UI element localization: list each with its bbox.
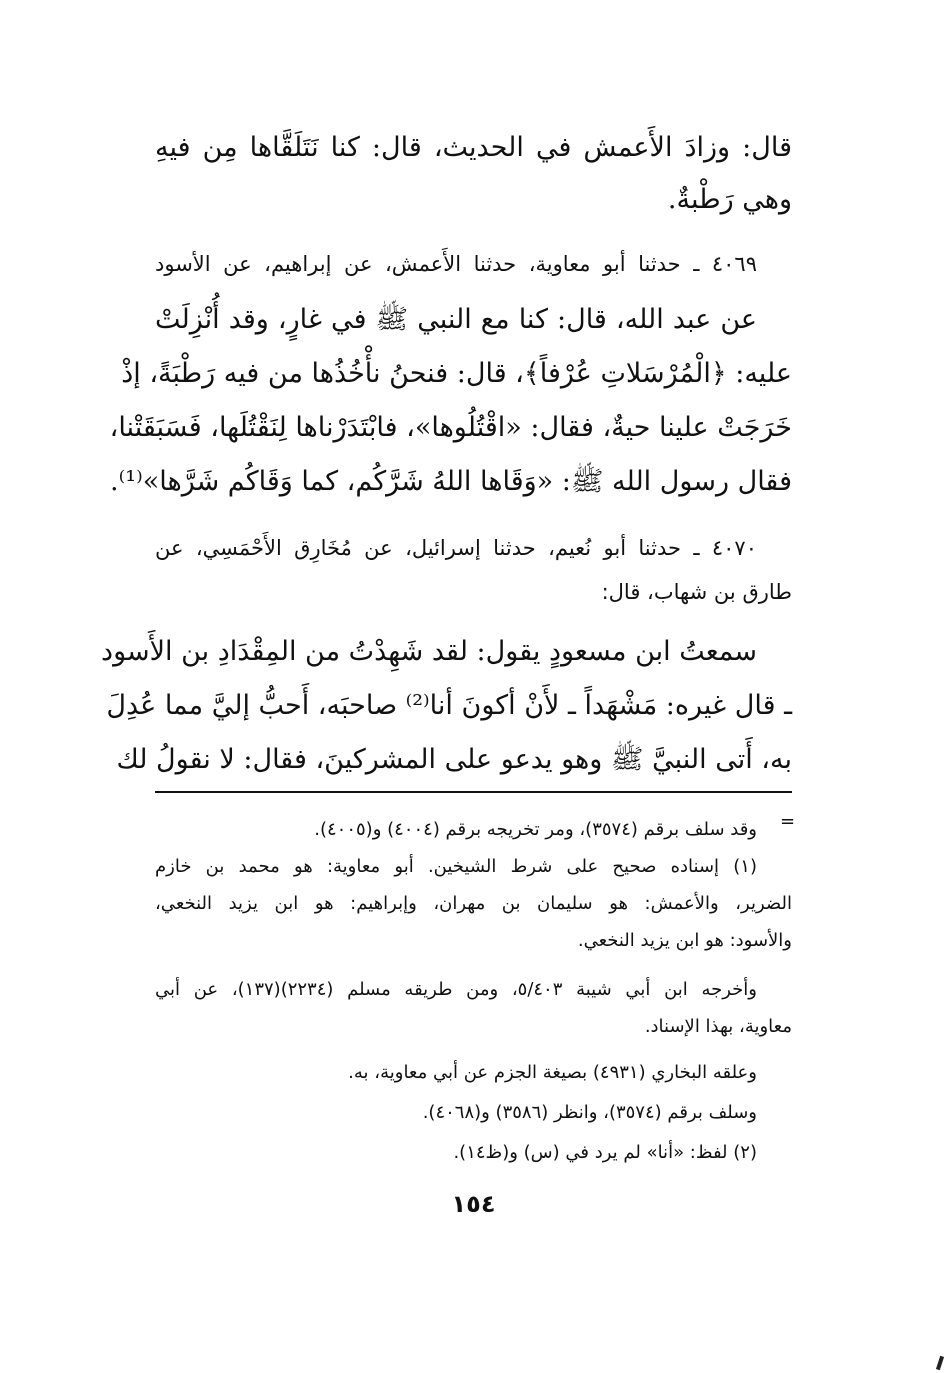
footnote-line: (١) إسناده صحيح على شرط الشيخين. أبو معاوية: هو محمد بن خازم (155, 856, 757, 877)
hadith-isnad-line: ٤٠٧٠ ـ حدثنا أبو نُعيم، حدثنا إسرائيل، عن مُخَارِق الأَحْمَسِي، عن (155, 536, 757, 560)
scan-edge-mark (936, 1356, 944, 1371)
footnote-line: وسلف برقم (٣٥٧٤)، وانظر (٣٥٨٦) و(٤٠٦٨). (422, 1102, 757, 1123)
footnote-line: معاوية، بهذا الإسناد. (644, 1016, 792, 1037)
hadith-text-line: قال: وزادَ الأَعمش في الحديث، قال: كنا نَتَلَقَّاها مِن فيهِ (155, 132, 792, 163)
footnote-line: والأسود: هو ابن يزيد النخعي. (577, 930, 792, 951)
footnote-separator (155, 791, 792, 793)
hadith-isnad-line: ٤٠٦٩ ـ حدثنا أبو معاوية، حدثنا الأَعمش، عن إبراهيم، عن الأسود (155, 252, 757, 276)
hadith-text-line: سمعتُ ابن مسعودٍ يقول: لقد شَهِدْتُ من المِقْدَادِ بن الأَسود (101, 636, 757, 667)
hadith-text-line: ـ قال غيره: مَشْهَداً ـ لأَنْ أكونَ أنا⁽²⁾ صاحبَه، أَحبُّ إليَّ مما عُدِلَ (106, 690, 792, 721)
hadith-text-line: به، أَتى النبيَّ ﷺ وهو يدعو على المشركينَ، فقال: لا نقولُ لك (116, 744, 792, 775)
footnote-line: وعلقه البخاري (٤٩٣١) بصيغة الجزم عن أبي معاوية، به. (348, 1062, 757, 1083)
hadith-text-line: وهي رَطْبةٌ. (667, 184, 792, 215)
page-number: ١٥٤ (451, 1190, 496, 1218)
hadith-text-line: عليه: ﴿الْمُرْسَلاتِ عُرْفاً﴾، قال: فنحنُ نأْخُذُها من فيه رَطْبَةً، إذْ (121, 358, 792, 389)
hadith-text-line: فقال رسول الله ﷺ: «وَقَاها اللهُ شَرَّكُم، كما وَقَاكُم شَرَّها»⁽¹⁾. (110, 466, 792, 497)
footnote-line: وقد سلف برقم (٣٥٧٤)، ومر تخريجه برقم (٤٠٠٤) و(٤٠٠٥). (314, 819, 757, 840)
footnote-continuation-mark: = (780, 811, 796, 832)
footnote-line: (٢) لفظ: «أنا» لم يرد في (س) و(ظ١٤). (453, 1142, 757, 1163)
footnote-line: وأخرجه ابن أبي شيبة ٥/٤٠٣، ومن طريقه مسلم (٢٢٣٤)(١٣٧)، عن أبي (155, 979, 757, 1000)
footnote-line: الضرير، والأعمش: هو سليمان بن مهران، وإبراهيم: هو ابن يزيد النخعي، (155, 893, 792, 914)
hadith-text-line: خَرَجَتْ علينا حيةٌ، فقال: «اقْتُلُوها»، فابْتَدَرْناها لِنَقْتُلَها، فَسَبَقَتْنا، (109, 412, 792, 443)
hadith-isnad-line: طارق بن شهاب، قال: (601, 580, 792, 604)
hadith-text-line: عن عبد الله، قال: كنا مع النبي ﷺ في غارٍ، وقد أُنْزِلَتْ (155, 304, 757, 335)
